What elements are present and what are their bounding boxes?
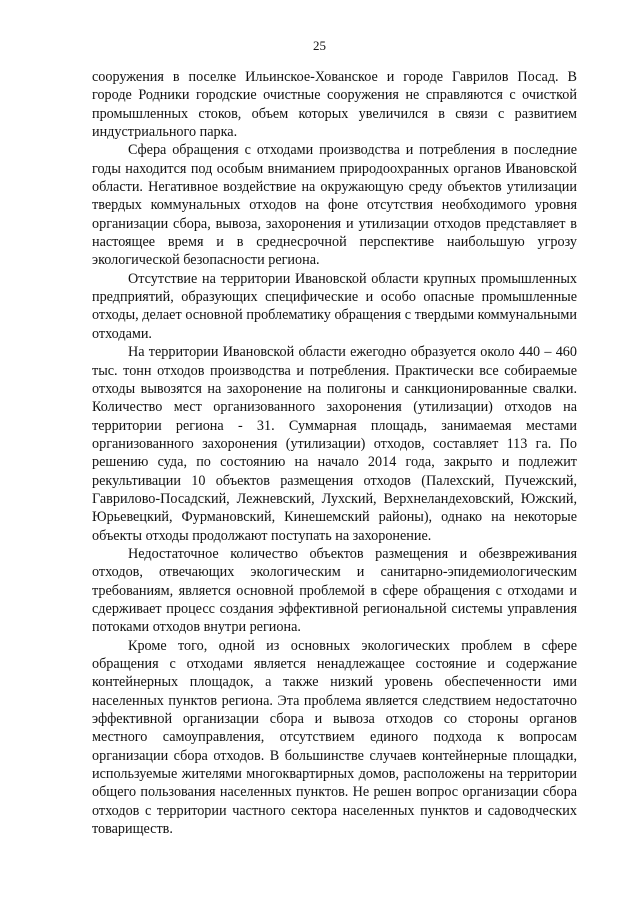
paragraph-industrial-waste: Отсутствие на территории Ивановской области крупных промышленных предприятий, образующих специфические и особо опасные промышленные отходы, делает основной проблематику обращения с твердыми коммунальными отходами. — [92, 270, 577, 342]
paragraph-insufficient-facilities: Недостаточное количество объектов размещения и обезвреживания отходов, отвечающих экологическим и санитарно-эпидемиологическим требованиям, является основной проблемой в сфере обращения с отходами и сдерживает процесс создания эффективной региональной системы управления потоками отходов внутри региона. — [92, 545, 577, 636]
paragraph-sewage-facilities: сооружения в поселке Ильинское-Хованское и городе Гаврилов Посад. В городе Родники городские очистные сооружения не справляются с очисткой промышленных стоков, объем которых увеличился в связи с развитием индустриального парка. — [92, 69, 577, 141]
paragraph-waste-volumes: На территории Ивановской области ежегодно образуется около 440 – 460 тыс. тонн отходов производства и потребления. Практически все собираемые отходы вывозятся на захоронение на полигоны и санкционированные свалки. Количество мест организованного захоронения (утилизации) отходов на территории региона - 31. Суммарная площадь, занимаемая местами организованного захоронения (утилизации) отходов, составляет 113 га. По решению суда, по состоянию на начало 2014 года, закрыто и подлежит рекультивации 10 объектов размещения отходов (Палехский, Пучежский, Гаврилово-Посадский, Лежневский, Лухский, Верхнеландеховский, Южский, Юрьевецкий, Фурмановский, Кинешемский районы), однако на некоторые объекты отходы продолжают поступать на захоронение. — [92, 344, 577, 544]
paragraph-container-sites: Кроме того, одной из основных экологических проблем в сфере обращения с отходами является ненадлежащее состояние и содержание контейнерных площадок, а также низкий уровень обеспеченности ими населенных пунктов региона. Эта проблема является следствием недостаточно эффективной организации сбора и вывоза отходов со стороны органов местного самоуправления, отсутствием единого подхода к вопросам организации сбора отходов. В большинстве случаев контейнерные площадки, используемые жителями многоквартирных домов, расположены на территории общего пользования населенных пунктов. Не решен вопрос организации сбора отходов с территории частного сектора населенных пунктов и садоводческих товариществ. — [92, 637, 577, 838]
page-number: 25 — [313, 38, 326, 53]
body-text — [92, 68, 577, 838]
paragraph-waste-management-sphere: Сфера обращения с отходами производства и потребления в последние годы находится под особым вниманием природоохранных органов Ивановской области. Негативное воздействие на окружающую среду объектов утилизации твердых коммунальных отходов на фоне отсутствия необходимого уровня организации сбора, вывоза, захоронения и утилизации отходов представляет в настоящее время и в среднесрочной перспективе наибольшую угрозу экологической безопасности региона. — [92, 142, 577, 269]
